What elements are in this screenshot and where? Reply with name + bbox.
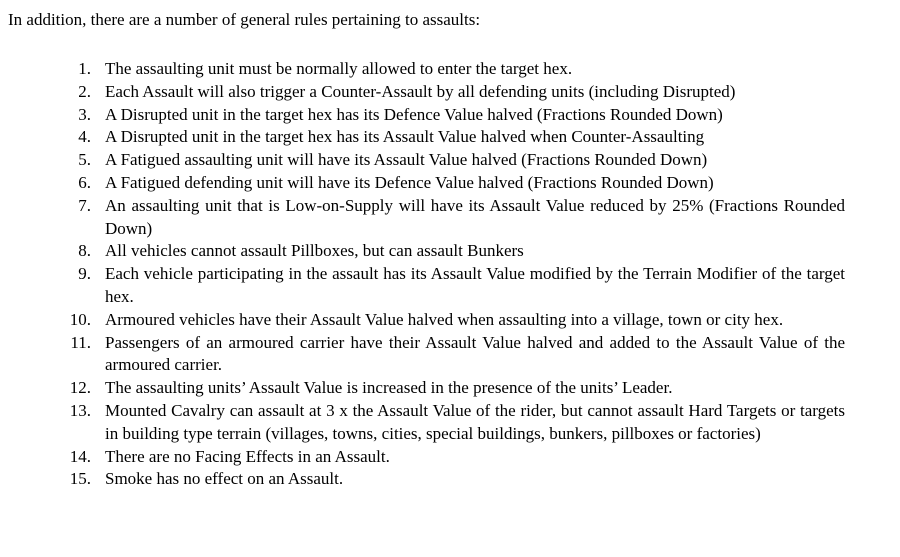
rule-text: A Fatigued defending unit will have its Defence Value halved (Fractions Rounded Down) <box>105 172 714 192</box>
rule-item <box>0 446 845 469</box>
rule-text: Armoured vehicles have their Assault Value halved when assaulting into a village, town or city hex. <box>105 309 784 329</box>
rule-item <box>0 126 845 149</box>
rule-item <box>0 400 845 446</box>
rule-number: 9. <box>78 264 91 284</box>
rule-number: 6. <box>78 172 91 192</box>
rule-text: A Fatigued assaulting unit will have its Assault Value halved (Fractions Rounded Down) <box>105 150 708 170</box>
rule-item <box>0 309 845 332</box>
rule-text: An assaulting unit that is Low-on-Supply will have its Assault Value reduced by 25% (Fractions Rounded Down) <box>105 195 845 238</box>
rule-number: 15. <box>69 469 91 489</box>
rule-number: 4. <box>78 127 91 147</box>
rule-item <box>0 263 845 309</box>
rule-item <box>0 104 845 127</box>
rule-item <box>0 81 845 104</box>
rule-number: 3. <box>78 104 91 124</box>
rule-text: The assaulting unit must be normally allowed to enter the target hex. <box>105 59 573 78</box>
rule-item <box>0 58 845 81</box>
rule-text: There are no Facing Effects in an Assault. <box>105 446 390 466</box>
rule-number: 11. <box>70 332 91 352</box>
rule-text: Each vehicle participating in the assault has its Assault Value modified by the Terrain Modifier of the target hex. <box>105 264 845 306</box>
rule-item <box>0 240 845 263</box>
rule-text: Mounted Cavalry can assault at 3 x the Assault Value of the rider, but cannot assault Hard Targets or targets in building type terrain (villages, towns, cities, special buildings, bunkers, pillboxes or factories) <box>105 400 845 443</box>
intro-paragraph: In addition, there are a number of general rules pertaining to assaults: <box>8 10 481 29</box>
rule-number: 2. <box>78 81 91 101</box>
rule-number: 14. <box>69 446 91 466</box>
assault-rules-list <box>0 58 900 491</box>
rule-item <box>0 149 845 172</box>
rule-item <box>0 172 845 195</box>
rule-number: 7. <box>78 195 91 215</box>
rule-text: Smoke has no effect on an Assault. <box>105 469 344 489</box>
rule-number: 10. <box>69 309 91 329</box>
rule-text: Each Assault will also trigger a Counter-Assault by all defending units (including Disrupted) <box>105 81 736 101</box>
rule-text: Passengers of an armoured carrier have their Assault Value halved and added to the Assault Value of the armoured carrier. <box>105 332 845 375</box>
rule-number: 8. <box>78 241 91 261</box>
rule-text: The assaulting units’ Assault Value is increased in the presence of the units’ Leader. <box>105 378 673 398</box>
rule-item <box>0 377 845 400</box>
rule-item <box>0 195 845 241</box>
rule-number: 12. <box>69 378 91 398</box>
rule-text: A Disrupted unit in the target hex has its Defence Value halved (Fractions Rounded Down) <box>105 104 723 124</box>
rule-number: 1. <box>78 59 91 78</box>
rule-text: All vehicles cannot assault Pillboxes, but can assault Bunkers <box>105 241 524 261</box>
rule-number: 13. <box>69 400 91 420</box>
rule-number: 5. <box>78 150 91 170</box>
rule-item <box>0 332 845 378</box>
rule-item <box>0 468 845 491</box>
rule-text: A Disrupted unit in the target hex has its Assault Value halved when Counter-Assaulting <box>105 127 705 147</box>
